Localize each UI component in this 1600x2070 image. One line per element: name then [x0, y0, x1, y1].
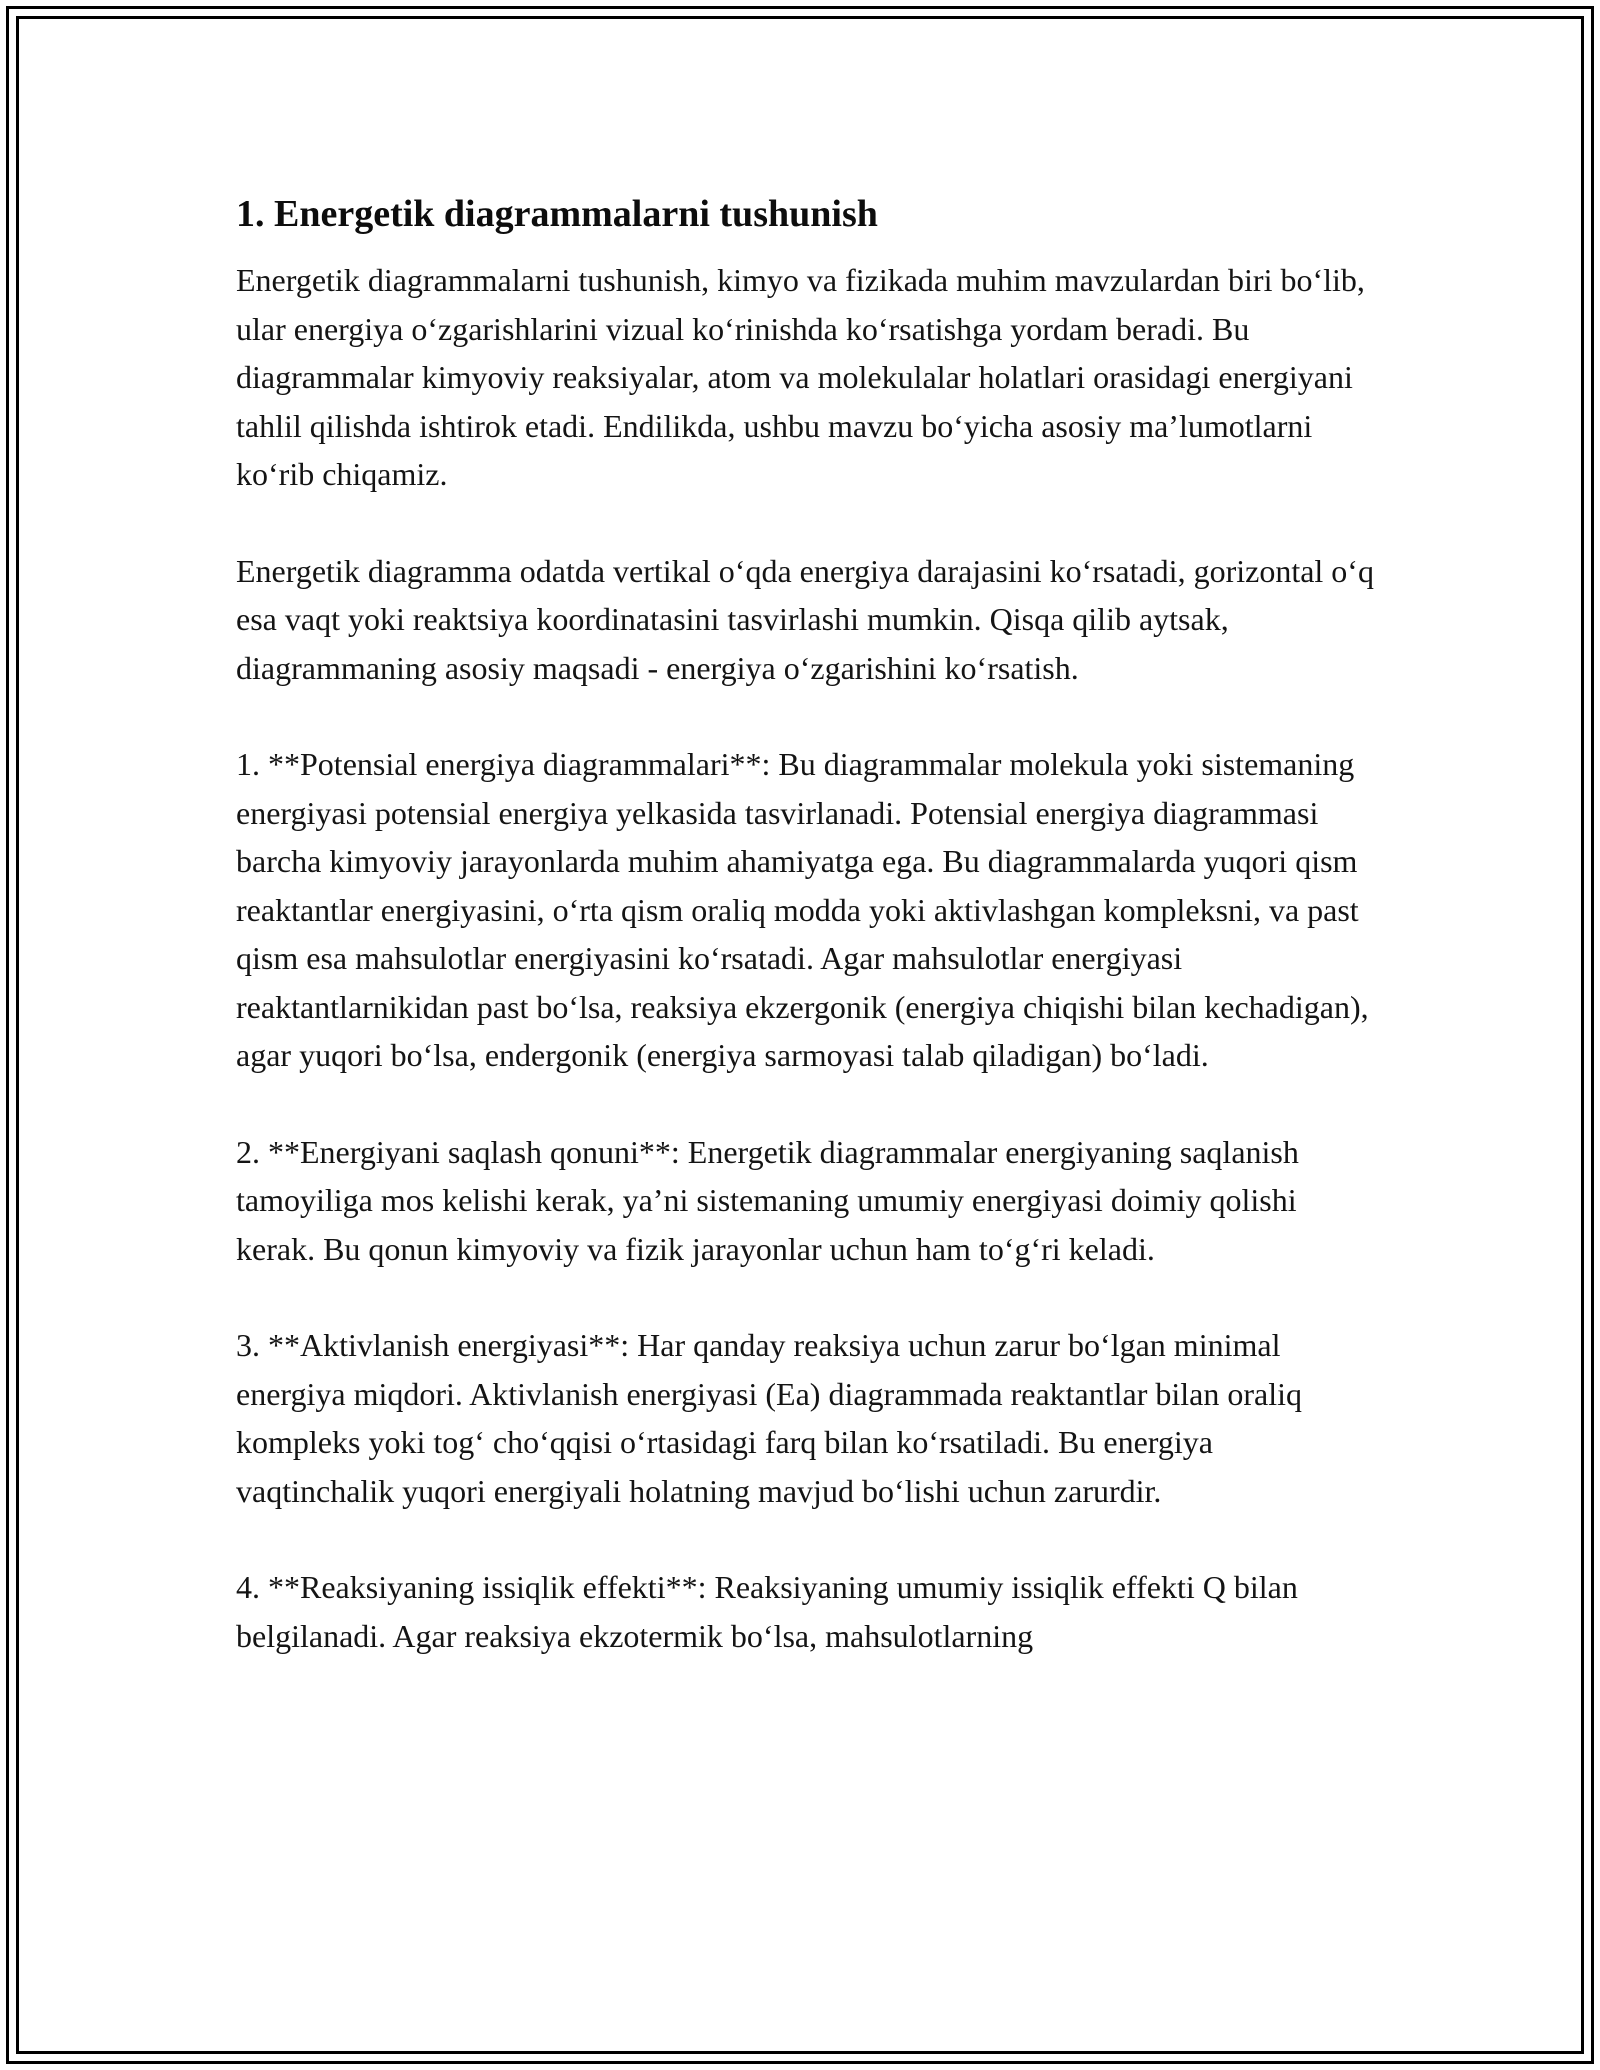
document-body	[236, 190, 1376, 1660]
paragraph-potential-energy: 1. **Potensial energiya diagrammalari**: Bu diagrammalar molekula yoki sistemaning energiyasi potensial energiya yelkasida tasvirlanadi. Potensial energiya diagrammasi barcha kimyoviy jarayonlarda muhim ahamiyatga ega. Bu diagrammalarda yuqori qism reaktantlar energiyasini, o‘rta qism oraliq modda yoki aktivlashgan kompleksni, va past qism esa mahsulotlar energiyasini ko‘rsatadi. Agar mahsulotlar energiyasi reaktantlarnikidan past bo‘lsa, reaksiya ekzergonik (energiya chiqishi bilan kechadigan), agar yuqori bo‘lsa, endergonik (energiya sarmoyasi talab qiladigan) bo‘ladi.	[236, 746, 1369, 1073]
paragraph-heat-effect: 4. **Reaksiyaning issiqlik effekti**: Reaksiyaning umumiy issiqlik effekti Q bilan belgilanadi. Agar reaksiya ekzotermik bo‘lsa, mahsulotlarning	[236, 1569, 1298, 1654]
section-heading: 1. Energetik diagrammalarni tushunish	[236, 193, 878, 235]
paragraph-intro: Energetik diagrammalarni tushunish, kimyo va fizikada muhim mavzulardan biri bo‘lib, ular energiya o‘zgarishlarini vizual ko‘rinishda ko‘rsatishga yordam beradi. Bu diagrammalar kimyoviy reaksiyalar, atom va molekulalar holatlari orasidagi energiyani tahlil qilishda ishtirok etadi. Endilikda, ushbu mavzu bo‘yicha asosiy ma’lumotlarni ko‘rib chiqamiz.	[236, 262, 1365, 492]
paragraph-energy-conservation: 2. **Energiyani saqlash qonuni**: Energetik diagrammalar energiyaning saqlanish tamoyiliga mos kelishi kerak, ya’ni sistemaning umumiy energiyasi doimiy qolishi kerak. Bu qonun kimyoviy va fizik jarayonlar uchun ham to‘g‘ri keladi.	[236, 1133, 1299, 1267]
paragraph-activation-energy: 3. **Aktivlanish energiyasi**: Har qanday reaksiya uchun zarur bo‘lgan minimal energiya miqdori. Aktivlanish energiyasi (Ea) diagrammada reaktantlar bilan oraliq kompleks yoki tog‘ cho‘qqisi o‘rtasidagi farq bilan ko‘rsatiladi. Bu energiya vaqtinchalik yuqori energiyali holatning mavjud bo‘lishi uchun zarurdir.	[236, 1327, 1303, 1509]
paragraph-diagram-axes: Energetik diagramma odatda vertikal o‘qda energiya darajasini ko‘rsatadi, gorizontal o‘q esa vaqt yoki reaktsiya koordinatasini tasvirlashi mumkin. Qisqa qilib aytsak, diagrammaning asosiy maqsadi - energiya o‘zgarishini ko‘rsatish.	[236, 552, 1374, 686]
